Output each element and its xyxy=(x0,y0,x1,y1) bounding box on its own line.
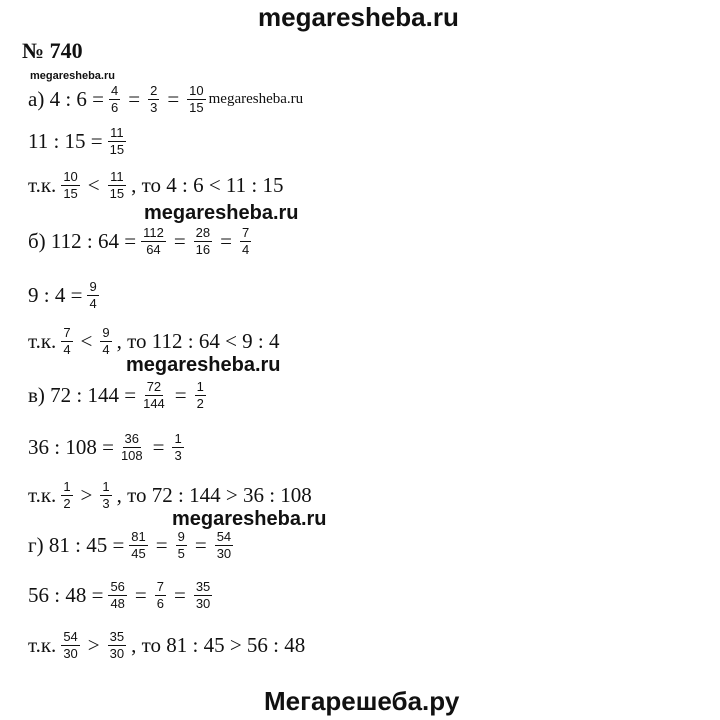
fraction: $\frac{7}{4}$ xyxy=(63,325,71,357)
less-than-sign: < xyxy=(80,328,93,353)
problem-number: № 740 xyxy=(22,38,83,63)
equals-sign: = xyxy=(152,434,165,459)
greater-than-sign: > xyxy=(87,632,100,657)
equals-sign: = xyxy=(128,86,141,111)
fraction: $\frac{11}{15}$ xyxy=(109,125,125,157)
expr-lead: т.к. xyxy=(28,482,57,507)
fraction: $\frac{56}{48}$ xyxy=(110,579,125,611)
expr-lead: т.к. xyxy=(28,328,57,353)
watermark-mid: megaresheba.ru xyxy=(144,202,299,224)
equals-sign: = xyxy=(220,228,232,253)
line-g3 xyxy=(26,630,307,660)
line-g2 xyxy=(26,580,215,610)
equals-sign: = xyxy=(155,532,168,557)
line-b2 xyxy=(26,280,102,310)
fraction: $\frac{1}{3}$ xyxy=(102,479,110,511)
watermark-bottom: Мегарешеба.ру xyxy=(264,686,460,716)
fraction: $\frac{10}{15}$ xyxy=(63,169,78,201)
fraction: $\frac{9}{4}$ xyxy=(89,279,97,311)
line-v2 xyxy=(26,432,187,462)
equals-sign: = xyxy=(194,532,207,557)
fraction: $\frac{35}{30}$ xyxy=(195,579,211,611)
fraction: $\frac{7}{6}$ xyxy=(156,579,164,611)
watermark-top: megaresheba.ru xyxy=(258,2,459,32)
fraction: $\frac{36}{108}$ xyxy=(120,431,143,463)
expr-lead: в) 72 : 144 = xyxy=(28,382,137,407)
line-b1 xyxy=(26,226,254,256)
expr-tail: , то 81 : 45 > 56 : 48 xyxy=(131,632,306,657)
line-b3 xyxy=(26,326,282,356)
expr-lead: 36 : 108 = xyxy=(28,434,114,459)
fraction: $\frac{28}{16}$ xyxy=(195,225,211,257)
expr-lead: 9 : 4 = xyxy=(28,282,83,307)
fraction: $\frac{72}{144}$ xyxy=(143,379,165,411)
fraction: $\frac{2}{3}$ xyxy=(150,83,158,115)
expr-lead: т.к. xyxy=(28,172,57,197)
fraction: $\frac{1}{3}$ xyxy=(174,431,182,463)
equals-sign: = xyxy=(174,382,187,407)
line-a2 xyxy=(26,126,129,156)
fraction: $\frac{1}{2}$ xyxy=(196,379,204,411)
watermark-mid: megaresheba.ru xyxy=(172,508,327,530)
expr-tail: , то 112 : 64 < 9 : 4 xyxy=(116,328,280,353)
fraction: $\frac{7}{4}$ xyxy=(241,225,250,257)
line-v3 xyxy=(26,480,314,510)
line-a3 xyxy=(26,170,285,200)
fraction: $\frac{112}{64}$ xyxy=(143,225,164,257)
equals-sign: = xyxy=(167,86,180,111)
expr-tail: , то 4 : 6 < 11 : 15 xyxy=(131,172,284,197)
line-v1 xyxy=(26,380,209,410)
equals-sign: = xyxy=(134,582,147,607)
expr-lead: 56 : 48 = xyxy=(28,582,104,607)
fraction: $\frac{10}{15}$ xyxy=(189,83,204,115)
watermark-small: megaresheba.ru xyxy=(30,70,115,82)
fraction: $\frac{35}{30}$ xyxy=(109,629,125,661)
expr-lead: 11 : 15 = xyxy=(28,128,103,153)
watermark-inline: megaresheba.ru xyxy=(208,90,304,107)
equals-sign: = xyxy=(173,582,186,607)
line-a1 xyxy=(26,84,303,114)
expr-tail: , то 72 : 144 > 36 : 108 xyxy=(116,482,312,507)
watermark-mid: megaresheba.ru xyxy=(126,354,281,376)
fraction: $\frac{11}{15}$ xyxy=(109,169,125,201)
equals-sign: = xyxy=(173,228,186,253)
fraction: $\frac{9}{4}$ xyxy=(102,325,110,357)
fraction: $\frac{54}{30}$ xyxy=(63,629,78,661)
expr-lead: т.к. xyxy=(28,632,57,657)
fraction: $\frac{54}{30}$ xyxy=(216,529,232,561)
fraction: $\frac{4}{6}$ xyxy=(111,83,119,115)
line-g1 xyxy=(26,530,236,560)
fraction: $\frac{81}{45}$ xyxy=(131,529,146,561)
greater-than-sign: > xyxy=(80,482,93,507)
fraction: $\frac{1}{2}$ xyxy=(63,479,71,511)
expr-lead: б) 112 : 64 = xyxy=(28,228,137,253)
expr-lead: г) 81 : 45 = xyxy=(28,532,125,557)
expr-lead: а) 4 : 6 = xyxy=(28,86,104,111)
less-than-sign: < xyxy=(87,172,100,197)
fraction: $\frac{9}{5}$ xyxy=(177,529,185,561)
